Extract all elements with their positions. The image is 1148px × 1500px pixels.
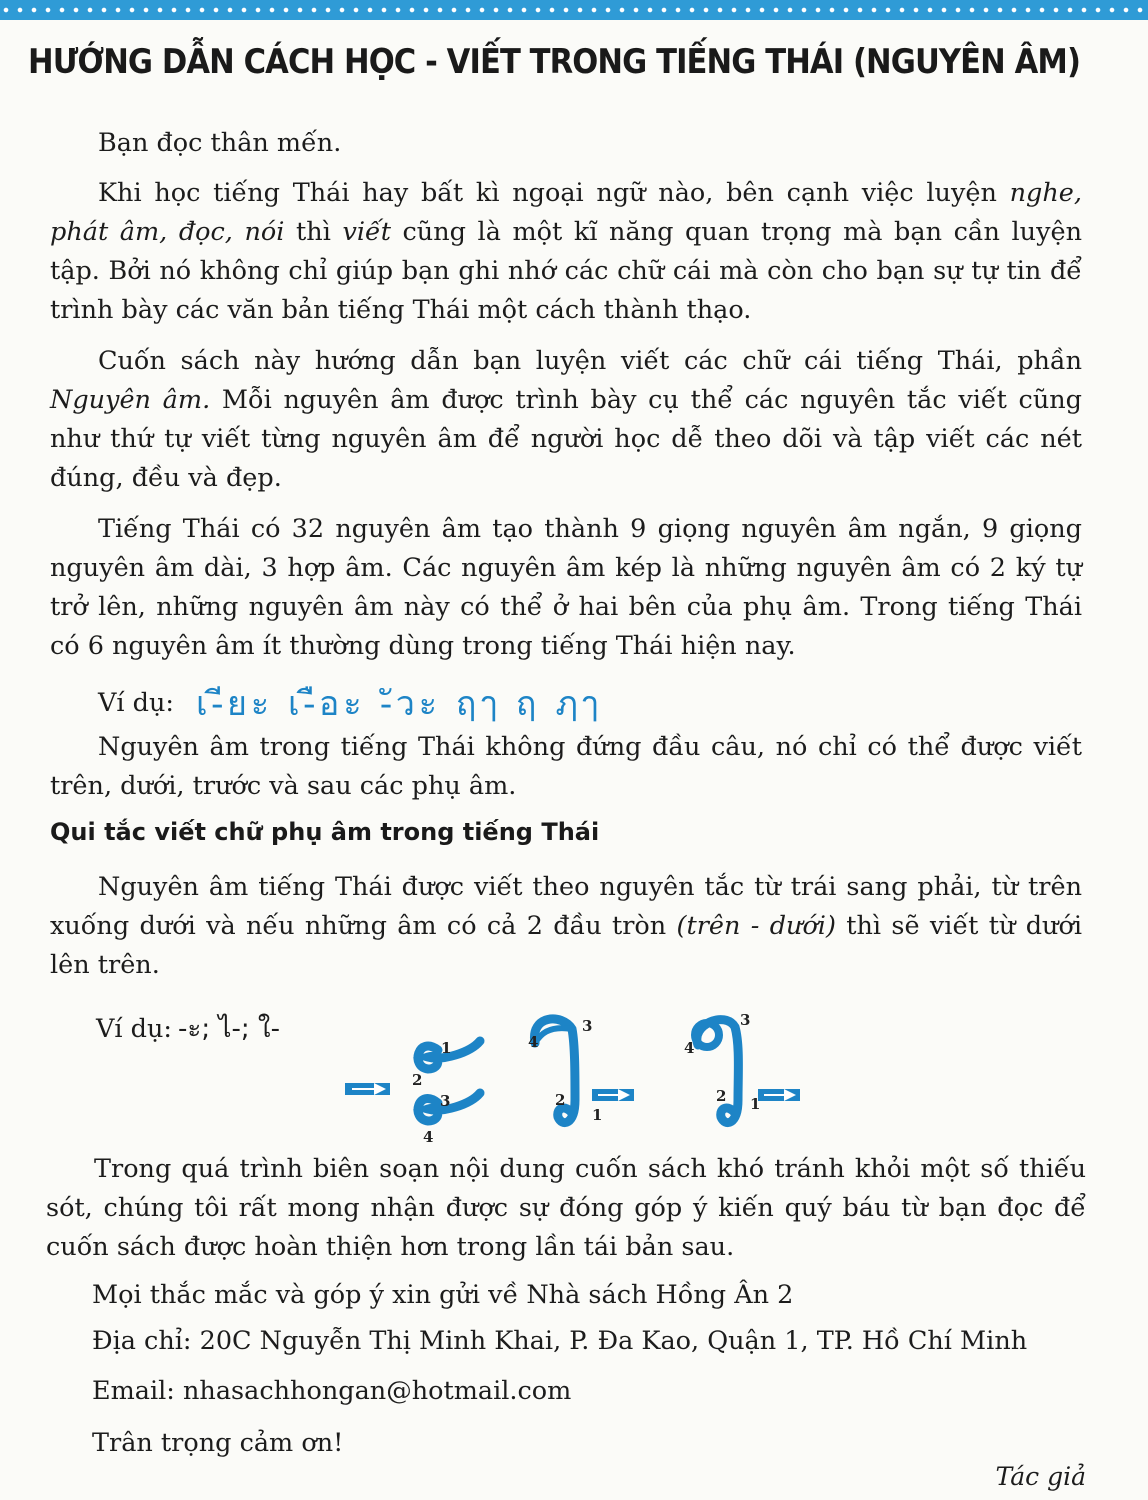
paragraph-1-italic-skills: nghe, phát âm, đọc, nói	[50, 178, 1082, 247]
stroke-number: 3	[740, 1011, 751, 1029]
stroke-glyph-sara-ai-maimuan	[684, 1011, 800, 1123]
paragraph-1	[50, 174, 1082, 330]
contact-address: Địa chỉ: 20C Nguyễn Thị Minh Khai, P. Đa Kao, Quận 1, TP. Hồ Chí Minh	[92, 1326, 1028, 1356]
greeting: Bạn đọc thân mến.	[98, 128, 342, 158]
paragraph-1-text-b: thì	[284, 217, 343, 247]
rule-heading: Qui tắc viết chữ phụ âm trong tiếng Thái	[50, 818, 600, 846]
paragraph-3: Tiếng Thái có 32 nguyên âm tạo thành 9 giọng nguyên âm ngắn, 9 giọng nguyên âm dài, 3 hợp âm. Các nguyên âm kép là những nguyên âm có 2 ký tự trở lên, những nguyên âm này có thể ở hai bên của phụ âm. Trong tiếng Thái có 6 nguyên âm ít thường dùng trong tiếng Thái hiện nay.	[50, 514, 1082, 661]
paragraph-5	[50, 868, 1082, 985]
stroke-number: 4	[528, 1033, 539, 1051]
paragraph-2-text-a: Cuốn sách này hướng dẫn bạn luyện viết các chữ cái tiếng Thái, phần	[98, 346, 1082, 376]
example-1	[98, 676, 602, 730]
paragraph-6: Trong quá trình biên soạn nội dung cuốn sách khó tránh khỏi một số thiếu sót, chúng tôi rất mong nhận được sự đóng góp ý kiến quý báu từ bạn đọc để cuốn sách được hoàn thiện hơn trong lần tái bản sau.	[46, 1154, 1086, 1262]
stroke-number: 3	[440, 1092, 451, 1110]
page-title: HƯỚNG DẪN CÁCH HỌC - VIẾT TRONG TIẾNG THÁI (NGUYÊN ÂM)	[28, 42, 1081, 82]
paragraph-1-text-c: cũng là một kĩ năng quan trọng mà bạn cần luyện tập. Bởi nó không chỉ giúp bạn ghi nhớ các chữ cái mà còn cho bạn sự tự tin để trình bày các văn bản tiếng Thái một cách thành thạo.	[50, 217, 1082, 325]
stroke-glyph-sara-ai-maimalai	[528, 1017, 634, 1124]
stroke-number: 3	[582, 1017, 593, 1035]
contact-line-1: Mọi thắc mắc và góp ý xin gửi về Nhà sách Hồng Ân 2	[92, 1280, 794, 1310]
example-2-thai-vowels: -ะ; ไ-; ใ-	[178, 1014, 280, 1044]
stroke-number: 1	[592, 1106, 603, 1124]
paragraph-1-italic-write: viết	[342, 217, 391, 247]
stroke-number: 2	[716, 1087, 727, 1105]
paragraph-1-text-a: Khi học tiếng Thái hay bất kì ngoại ngữ nào, bên cạnh việc luyện	[98, 178, 1010, 208]
paragraph-5-italic-note: (trên - dưới)	[676, 911, 836, 941]
paragraph-2	[50, 342, 1082, 498]
example-1-label: Ví dụ:	[98, 688, 175, 718]
contact-email: Email: nhasachhongan@hotmail.com	[92, 1376, 572, 1406]
paragraph-4: Nguyên âm trong tiếng Thái không đứng đầu câu, nó chỉ có thể được viết trên, dưới, trước và sau các phụ âm.	[50, 732, 1082, 801]
decorative-top-border	[0, 0, 1148, 20]
stroke-number: 2	[412, 1071, 423, 1089]
author-signature: Tác giả	[995, 1462, 1086, 1491]
stroke-glyph-sara-a	[345, 1039, 480, 1146]
stroke-number: 4	[684, 1039, 695, 1057]
closing-thanks: Trân trọng cảm ơn!	[92, 1428, 344, 1458]
paragraph-2-text-b: Mỗi nguyên âm được trình bày cụ thể các nguyên tắc viết cũng như thứ tự viết từng nguyên âm để người học dễ theo dõi và tập viết các nét đúng, đều và đẹp.	[50, 385, 1082, 493]
stroke-number: 1	[441, 1039, 452, 1057]
example-1-thai-vowels: เ-ียะ เ-ือะ -ัวะ ฤๅ ฤ ฦๅ	[196, 684, 603, 724]
stroke-number: 4	[423, 1128, 434, 1146]
example-2-label: Ví dụ:	[96, 1014, 173, 1044]
stroke-order-diagram	[330, 1005, 830, 1155]
paragraph-5-text-b: thì sẽ viết từ dưới lên trên.	[50, 911, 1082, 980]
paragraph-2-italic-vowels: Nguyên âm.	[50, 385, 211, 415]
stroke-number: 2	[555, 1091, 566, 1109]
paragraph-5-text-a: Nguyên âm tiếng Thái được viết theo nguyên tắc từ trái sang phải, từ trên xuống dưới và nếu những âm có cả 2 đầu tròn	[50, 872, 1082, 941]
example-2	[96, 1008, 280, 1049]
stroke-number: 1	[750, 1095, 761, 1113]
